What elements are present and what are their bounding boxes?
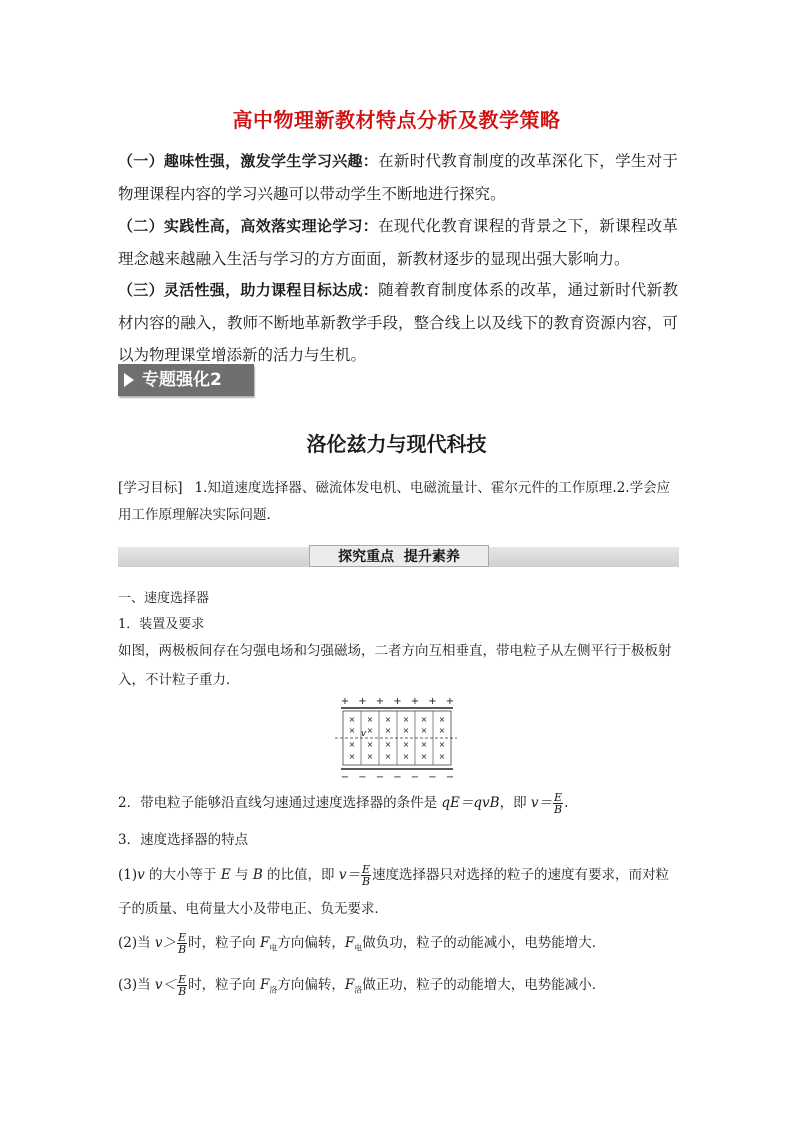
feature-paragraph-2	[118, 210, 678, 275]
feature-item-3	[118, 972, 605, 1004]
learning-goal-text: 1.知道速度选择器、磁流体发电机、电磁流量计、霍尔元件的工作原理.2.学会应用工作原理解决实际问题．	[118, 480, 671, 523]
minus-sign: −	[358, 772, 367, 781]
feature-text-3: 随着教育制度体系的改革，通过新时代新教材内容的融入，教师不断地革新教学手段，整合线上以及线下的教育资源内容，可以为物理课堂增添新的活力与生机。	[118, 281, 678, 364]
cross-mark: ×	[402, 740, 410, 749]
fraction-denominator: B	[361, 875, 371, 888]
cross-mark: ×	[366, 740, 374, 749]
cross-mark: ×	[348, 752, 356, 761]
condition-end: .	[564, 795, 569, 811]
section-divider-label: 探究重点 提升素养	[309, 545, 489, 567]
fraction-denominator: B	[554, 803, 563, 816]
cross-mark: ×	[402, 752, 410, 761]
minus-sign: −	[445, 772, 455, 781]
negative-plate-signs	[341, 772, 454, 781]
condition-item	[118, 790, 568, 816]
cross-mark: ×	[366, 752, 374, 761]
features-heading: 3．速度选择器的特点	[118, 832, 249, 848]
cross-mark: ×	[384, 715, 392, 724]
fraction-denominator: B	[178, 985, 187, 998]
minus-sign: −	[428, 772, 437, 781]
cross-mark: ×	[348, 740, 356, 749]
condition-connector: ，即	[499, 795, 531, 811]
feature-paragraph-1	[118, 145, 678, 210]
cross-mark: ×	[420, 740, 428, 749]
feature-lead-2: （二）实践性高，高效落实理论学习：	[118, 217, 379, 235]
text-segment: 方向偏转，	[277, 977, 345, 993]
cross-mark: ×	[438, 715, 446, 724]
force-subscript: 电	[269, 943, 278, 953]
text-segment: 的大小等于	[144, 867, 221, 883]
force-symbol: F	[344, 935, 355, 951]
cross-mark: ×	[420, 726, 428, 735]
text-segment: 方向偏转，	[277, 935, 345, 951]
cross-mark: ×	[438, 752, 446, 761]
var-v: v	[137, 867, 145, 883]
minus-sign: −	[393, 772, 402, 781]
feature-text-1: 在新时代教育制度的改革深化下，学生对于物理课程内容的学习兴趣可以带动学生不断地进行探究。	[118, 152, 678, 203]
cross-mark: ×	[366, 715, 374, 724]
velocity-label: v	[361, 729, 367, 739]
text-segment: 做正功，粒子的动能增大，电势能减小．	[362, 977, 606, 993]
plus-sign: +	[340, 696, 350, 707]
force-subscript: 电	[354, 943, 363, 953]
minus-sign: −	[340, 772, 350, 781]
plus-sign: +	[375, 696, 385, 707]
velocity-less: v＜	[154, 977, 177, 993]
fraction-e-over-b	[553, 792, 563, 815]
cross-mark: ×	[438, 726, 446, 735]
fraction-e-over-b	[361, 864, 371, 887]
condition-text: 2．带电粒子能够沿直线匀速通过速度选择器的条件是	[118, 795, 442, 811]
plus-sign: +	[358, 696, 367, 707]
cross-mark: ×	[402, 726, 410, 735]
var-e: E	[220, 867, 231, 883]
fraction-e-over-b	[177, 932, 187, 955]
fraction-numerator: E	[178, 973, 187, 986]
cross-mark: ×	[438, 740, 446, 749]
plus-sign: +	[428, 696, 437, 707]
setup-description: 如图，两极板间存在匀强电场和匀强磁场，二者方向互相垂直，带电粒子从左侧平行于极板射入，不计粒子重力．	[118, 643, 672, 688]
feature-paragraph-3	[118, 274, 678, 372]
minus-sign: −	[375, 772, 385, 781]
cross-mark: ×	[402, 715, 410, 724]
velocity-equals: v＝	[530, 795, 553, 811]
velocity-equals: v＝	[338, 867, 360, 883]
plus-sign: +	[393, 696, 402, 707]
velocity-greater: v＞	[154, 935, 177, 951]
feature-text-2: 在现代化教育课程的背景之下，新课程改革理念越来越融入生活与学习的方方面面，新教材逐步的显现出强大影响力。	[118, 217, 678, 268]
cross-mark: ×	[384, 740, 392, 749]
text-segment: (3)当	[118, 977, 155, 993]
topic-banner-label: 专题强化2	[142, 370, 222, 390]
text-segment: 做负功，粒子的动能减小，电势能增大．	[362, 935, 606, 951]
speed-selector-diagram	[331, 693, 461, 781]
cross-mark: ×	[348, 715, 356, 724]
force-subscript: 洛	[354, 985, 363, 995]
fraction-e-over-b	[177, 974, 187, 997]
plus-sign: +	[410, 696, 420, 707]
page-title: 高中物理新教材特点分析及教学策略	[232, 108, 561, 132]
feature-item-1	[118, 858, 678, 926]
feature-item-2	[118, 930, 605, 962]
fraction-numerator: E	[362, 863, 371, 876]
fraction-numerator: E	[178, 931, 187, 944]
force-symbol: F	[259, 935, 270, 951]
plus-sign: +	[445, 696, 455, 707]
topic-banner	[118, 364, 254, 396]
cross-mark: ×	[384, 726, 392, 735]
text-segment: 与	[230, 867, 253, 883]
cross-mark: ×	[366, 726, 374, 735]
text-segment: 时，粒子向	[188, 977, 260, 993]
learning-goal	[118, 475, 678, 529]
cross-mark: ×	[420, 752, 428, 761]
fraction-denominator: B	[178, 943, 187, 956]
feature-lead-1: （一）趣味性强，激发学生学习兴趣：	[118, 152, 379, 170]
cross-mark: ×	[384, 752, 392, 761]
section-divider-bar	[118, 547, 679, 567]
item-number: (1)	[118, 867, 138, 883]
cross-mark: ×	[348, 726, 356, 735]
learning-goal-tag: [学习目标]	[118, 480, 183, 496]
positive-plate-signs	[341, 696, 454, 707]
feature-lead-3: （三）灵活性强，助力课程目标达成：	[118, 281, 379, 299]
var-b: B	[252, 867, 263, 883]
force-symbol: F	[344, 977, 355, 993]
triangle-icon	[124, 373, 134, 387]
setup-subheading: 1．装置及要求	[118, 617, 205, 632]
cross-mark: ×	[420, 715, 428, 724]
speed-selector-heading: 一、速度选择器	[118, 591, 210, 606]
fraction-numerator: E	[554, 791, 563, 804]
text-segment: (2)当	[118, 935, 155, 951]
condition-equation: qE＝qvB	[441, 795, 500, 811]
minus-sign: −	[410, 772, 420, 781]
text-segment: 时，粒子向	[188, 935, 260, 951]
text-segment: 的比值，即	[262, 867, 339, 883]
force-symbol: F	[259, 977, 270, 993]
section-title: 洛伦兹力与现代科技	[306, 432, 487, 456]
text-segment: 速度选择器只对选择的粒子的速度有要求，而对粒子的质量、电荷量大小及带电正、负无要求．	[118, 867, 670, 917]
force-subscript: 洛	[269, 985, 278, 995]
